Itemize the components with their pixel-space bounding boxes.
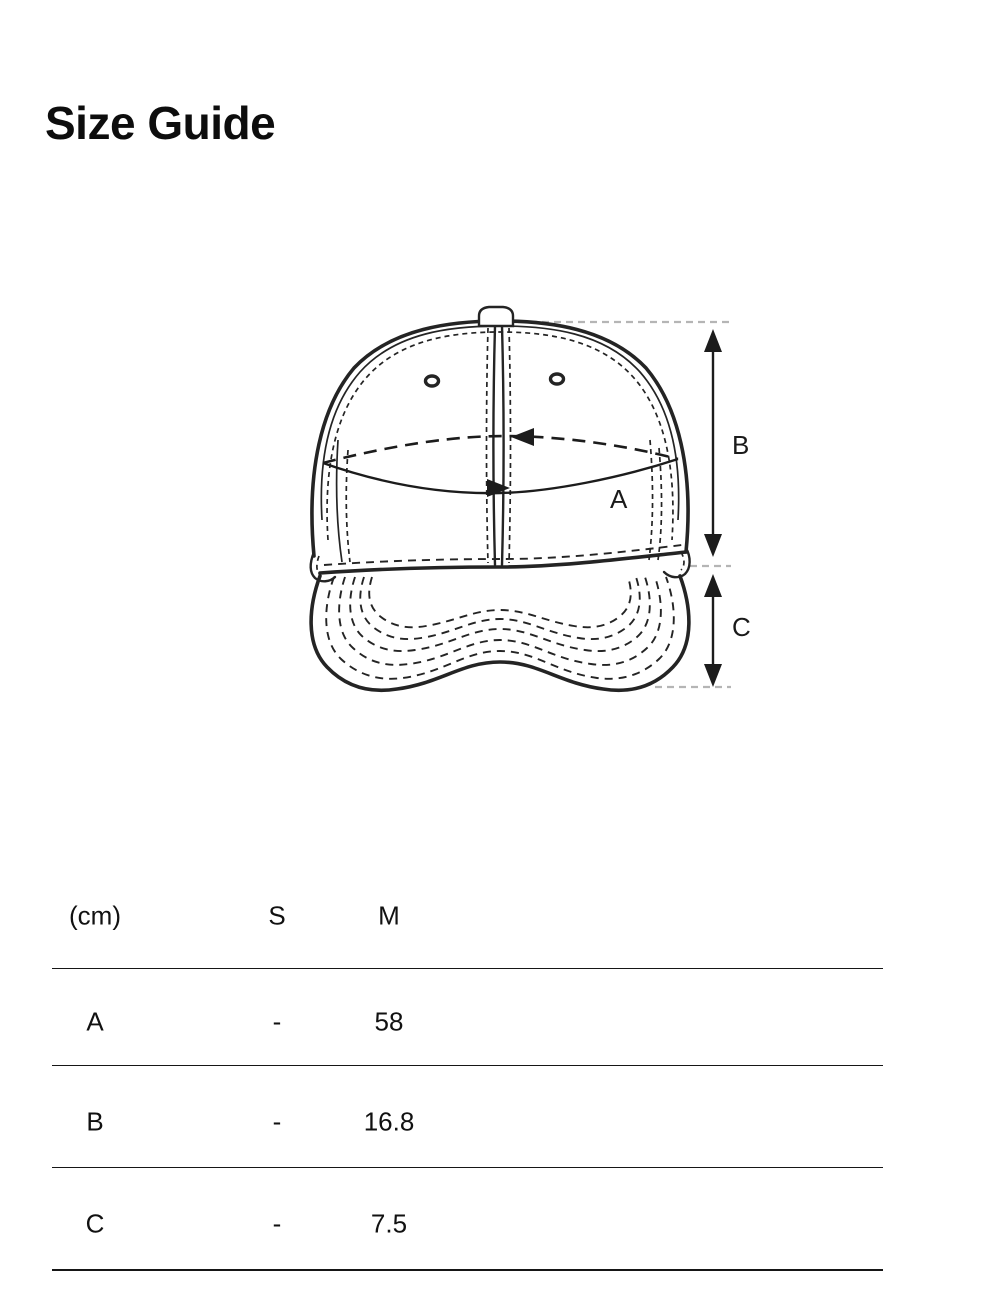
row-measure-label: C	[85, 1208, 105, 1238]
measure-a-back-curve	[323, 436, 678, 463]
table-row-a	[52, 968, 883, 1065]
cap-brim-outline	[311, 576, 689, 690]
cell-size-s: -	[272, 1208, 282, 1238]
column-header-m: M	[378, 900, 400, 931]
flap-right-stitch	[681, 552, 684, 570]
table-row-b	[52, 1065, 883, 1167]
measure-c-arrowhead-top-icon	[704, 574, 722, 597]
cap-illustration	[285, 295, 760, 705]
measure-a-arrowhead-left-icon	[511, 428, 534, 446]
cell-size-s: -	[272, 1106, 282, 1136]
cell-size-m: 16.8	[363, 1106, 415, 1136]
measure-b-arrowhead-bottom-icon	[704, 534, 722, 557]
eyelet-right	[551, 374, 564, 384]
cap-side-flaps	[311, 548, 690, 581]
cell-size-m: 58	[374, 1006, 404, 1037]
cell-size-m: 7.5	[370, 1208, 408, 1238]
table-row-c	[52, 1167, 883, 1269]
measure-b	[704, 329, 749, 557]
brim-stitch-4	[360, 577, 639, 639]
column-header-s: S	[268, 900, 286, 931]
center-seam-left	[494, 326, 496, 565]
cap-panel-seams	[337, 326, 662, 565]
row-measure-label: A	[86, 1006, 104, 1037]
cap-top-button	[479, 307, 513, 326]
measure-c	[704, 574, 751, 687]
side-seam-right	[649, 440, 653, 560]
center-seam-right	[502, 326, 504, 565]
unit-label: (cm)	[69, 900, 121, 931]
eyelet-left	[426, 376, 439, 386]
measure-label-c: C	[732, 612, 751, 642]
row-measure-label: B	[86, 1106, 104, 1136]
side-seam-left	[337, 440, 342, 562]
size-table-header-row	[52, 872, 883, 968]
size-table	[52, 872, 883, 1271]
measure-label-b: B	[732, 430, 750, 460]
cap-size-diagram	[285, 295, 760, 705]
cap-crown-outline	[312, 321, 688, 556]
center-seam-stitch-left	[487, 328, 489, 563]
page-title: Size Guide	[45, 97, 276, 149]
measure-c-arrowhead-bottom-icon	[704, 664, 722, 687]
measure-a	[323, 428, 678, 514]
measure-a-arrowhead-right-icon	[487, 479, 510, 497]
cell-size-s: -	[272, 1006, 282, 1037]
center-seam-stitch-right	[509, 328, 511, 563]
side-seam-left-stitch	[346, 450, 350, 562]
measure-b-arrowhead-top-icon	[704, 329, 722, 352]
measure-label-a: A	[610, 484, 628, 514]
